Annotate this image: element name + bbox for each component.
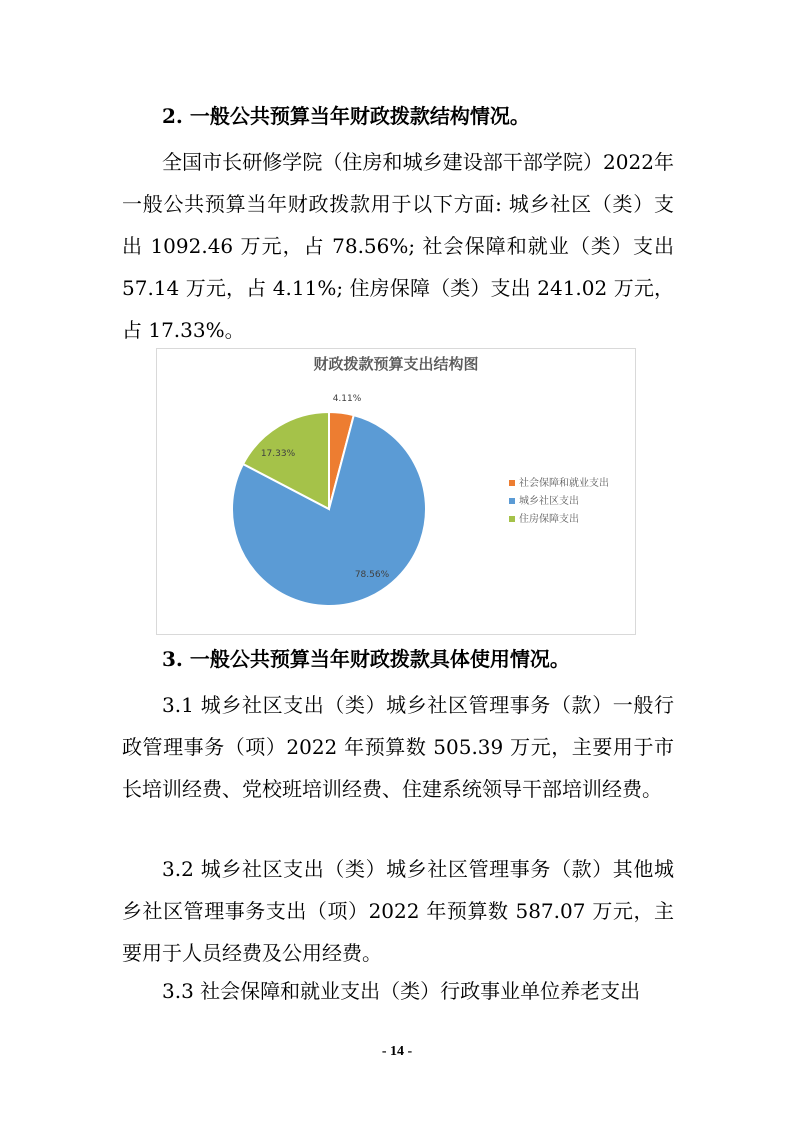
- pie-chart-svg: [157, 349, 635, 634]
- chart-legend: [509, 476, 609, 525]
- section-2-heading: 2. 一般公共预算当年财政拨款结构情况。: [162, 104, 530, 128]
- legend-entry: 城乡社区支出: [519, 496, 579, 507]
- paragraph-3-3: 3.3 社会保障和就业支出（类）行政事业单位养老支出: [162, 979, 641, 1003]
- legend-swatch: [509, 498, 515, 504]
- pie-data-label: 78.56%: [354, 570, 390, 580]
- pie-chart: [156, 348, 636, 635]
- paragraph-3-1: 3.1 城乡社区支出（类）城乡社区管理事务（款）一般行政管理事务（项）2022 年预算数 505.39 万元，主要用于市长培训经费、党校班培训经费、住建系统领导干部培训经费。: [122, 693, 674, 801]
- pie-data-label: 17.33%: [260, 449, 296, 459]
- page-number: - 14 -: [381, 1044, 413, 1059]
- legend-swatch: [509, 480, 515, 486]
- paragraph-3-2: 3.2 城乡社区支出（类）城乡社区管理事务（款）其他城乡社区管理事务支出（项）2022 年预算数 587.07 万元，主要用于人员经费及公用经费。: [122, 857, 674, 965]
- pie-slices: [232, 412, 426, 606]
- chart-title: 财政拨款预算支出结构图: [313, 355, 479, 373]
- legend-entry: 社会保障和就业支出: [519, 478, 609, 489]
- section-2-paragraph: 全国市长研修学院（住房和城乡建设部干部学院）2022年一般公共预算当年财政拨款用于以下方面: 城乡社区（类）支出 1092.46 万元，占 78.56%; 社会保障和就业（类）支出 57.14 万元，占 4.11%; 住房保障（类）支出 241.02 万元，占 17.33%。: [122, 150, 674, 342]
- legend-entry: 住房保障支出: [519, 514, 579, 525]
- pie-data-label: 4.11%: [332, 394, 362, 404]
- section-3-heading: 3. 一般公共预算当年财政拨款具体使用情况。: [162, 647, 570, 671]
- legend-swatch: [509, 516, 515, 522]
